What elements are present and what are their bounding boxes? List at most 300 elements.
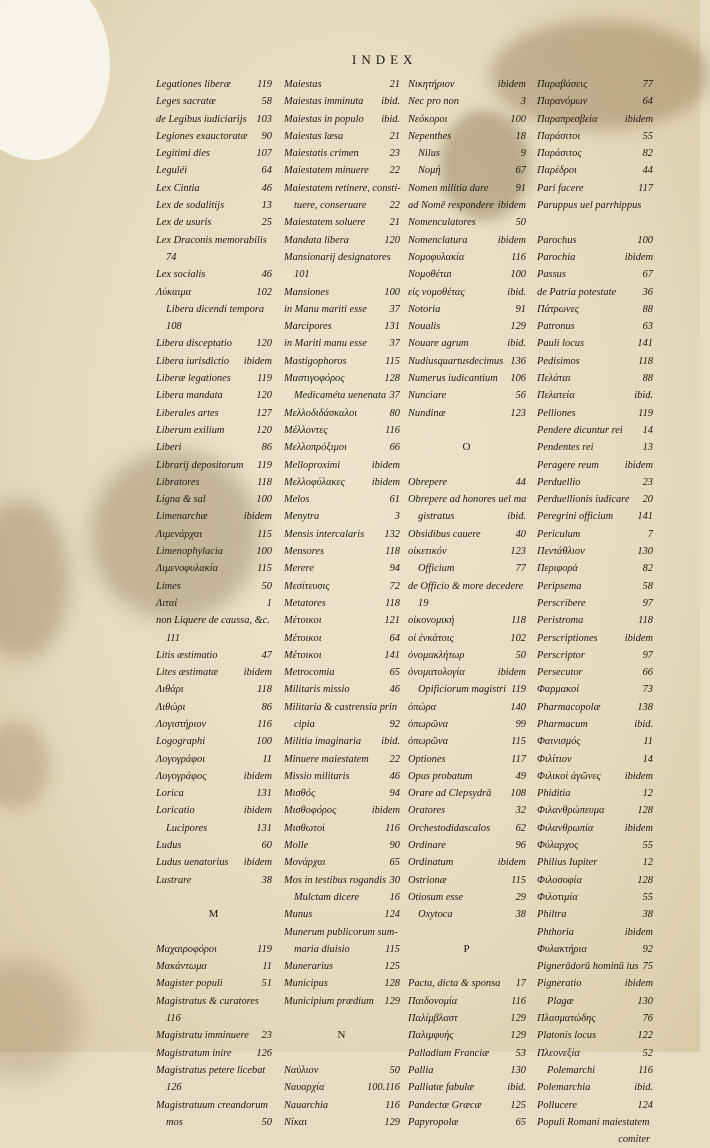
index-entry (537, 491, 653, 508)
entry-term: Parochus (537, 234, 577, 246)
index-entry (284, 1062, 400, 1079)
entry-term: Peregrini officium (537, 511, 614, 523)
index-entry (537, 266, 653, 283)
entry-page: ibidem (243, 770, 272, 782)
entry-term: gistratus (418, 511, 455, 523)
index-entry (537, 1131, 653, 1148)
paper-stain (0, 0, 110, 160)
entry-term: Μαστιγοφόρος (284, 373, 345, 385)
index-entry (408, 993, 526, 1010)
entry-page: ibid. (507, 338, 526, 350)
index-entry (284, 1114, 400, 1131)
entry-page: 97 (642, 649, 653, 661)
index-entry (284, 526, 400, 543)
index-entry (537, 1079, 653, 1096)
entry-term: Loricatio (156, 805, 195, 817)
index-entry (537, 820, 653, 837)
index-entry (537, 630, 653, 647)
index-entry (537, 578, 653, 595)
entry-term: Litis æstimatio (156, 649, 218, 661)
entry-page: 7 (647, 528, 653, 540)
index-entry (537, 595, 653, 612)
entry-term: Νομοφυλακία (408, 251, 465, 263)
entry-page: ibidem (243, 857, 272, 869)
entry-term: Φιλοτιμία (537, 891, 578, 903)
entry-term: Opificiorum magistri (418, 684, 507, 696)
index-entry (537, 526, 653, 543)
entry-term: Perscribere (537, 597, 586, 609)
entry-term: de Officio & more decedere (408, 580, 524, 592)
entry-term: Φαινισμός (537, 736, 581, 748)
entry-term: Μεσίτευσις (284, 580, 330, 592)
entry-term: Νομοθέται (408, 269, 452, 281)
entry-term: Παράσιτος (537, 148, 582, 160)
index-entry (408, 560, 526, 577)
entry-term: Λογιστήριον (156, 718, 207, 730)
entry-term: Πελάται (537, 373, 571, 385)
entry-term: οἰκετικόν (408, 546, 447, 558)
entry-term: Mulctam dicere (294, 891, 360, 903)
index-entry (537, 232, 653, 249)
entry-page: ibidem (624, 113, 653, 125)
entry-page: 73 (642, 684, 653, 696)
entry-page: 100 (510, 269, 526, 281)
entry-page: 129 (510, 321, 526, 333)
entry-term: ὀνομακλήτωρ (408, 649, 465, 661)
entry-page: ibid. (381, 96, 400, 108)
index-entry (408, 145, 526, 162)
index-entry (156, 1027, 272, 1044)
index-entry (284, 405, 400, 422)
entry-term: Μέτοικοι (284, 632, 322, 644)
index-entry (408, 733, 526, 750)
entry-term: Notoria (408, 303, 441, 315)
entry-term: Menytra (284, 511, 320, 523)
entry-term: Pharmacum (537, 718, 588, 730)
index-entry (408, 924, 526, 941)
entry-term: Obrepere ad honores uel ma (408, 494, 527, 506)
entry-term: Pigneratio (537, 978, 582, 990)
entry-page: 115 (257, 563, 272, 575)
index-entry (537, 716, 653, 733)
entry-term: Μέλλοντες (284, 424, 328, 436)
index-entry (537, 249, 653, 266)
entry-term: de Legibus iudiciarijs (156, 113, 247, 125)
entry-term: in Mariti manu esse (284, 338, 367, 350)
index-entry (537, 699, 653, 716)
entry-page: 86 (261, 442, 272, 454)
entry-page: 117 (511, 753, 526, 765)
entry-term: Platonis locus (537, 1030, 597, 1042)
entry-term: Μελλοδιδάσκαλοι (284, 407, 358, 419)
entry-term: cipia (294, 718, 315, 730)
index-entry (156, 370, 272, 387)
entry-term: Λιταί (156, 597, 178, 609)
entry-term: 74 (166, 251, 177, 263)
entry-page: 77 (515, 563, 526, 575)
entry-page: 46 (389, 684, 400, 696)
entry-term: Λιμενοφυλακία (156, 563, 219, 575)
entry-term: Μαχαιροφόροι (156, 943, 217, 955)
index-entry (284, 76, 400, 93)
index-entry (408, 214, 526, 231)
entry-term: Marcipores (284, 321, 332, 333)
entry-term: Παρανόμων (537, 96, 588, 108)
entry-term: Pendere dicuntur rei (537, 424, 623, 436)
index-entry (156, 1062, 272, 1079)
entry-term: Magister populi (156, 978, 223, 990)
index-entry (537, 405, 653, 422)
entry-page: ibidem (624, 459, 653, 471)
index-entry (537, 647, 653, 664)
entry-page: 120 (256, 338, 272, 350)
entry-page: 67 (515, 165, 526, 177)
index-entry (537, 318, 653, 335)
entry-page: 129 (384, 995, 400, 1007)
index-entry (537, 1010, 653, 1027)
entry-term: Pauli locus (537, 338, 585, 350)
entry-term: Lucipores (166, 822, 208, 834)
index-entry (156, 560, 272, 577)
entry-term: Perduellio (537, 476, 581, 488)
entry-page: 40 (515, 528, 526, 540)
index-entry (537, 543, 653, 560)
entry-term: Missio militaris (284, 770, 350, 782)
index-entry (284, 387, 400, 404)
index-entry (284, 284, 400, 301)
entry-page: 3 (394, 511, 400, 523)
entry-page: 129 (510, 1013, 526, 1025)
index-entry (537, 768, 653, 785)
index-entry (156, 405, 272, 422)
entry-page: 102 (256, 286, 272, 298)
entry-page: 9 (520, 148, 526, 160)
entry-page: 128 (637, 874, 653, 886)
entry-page: ibid. (381, 113, 400, 125)
entry-term: Πεντάθλιον (537, 546, 585, 558)
entry-page: 128 (384, 373, 400, 385)
entry-term: Ostrionæ (408, 874, 447, 886)
index-entry (284, 889, 400, 906)
entry-term: Orare ad Clepsydrā (408, 788, 492, 800)
entry-term: Μισθός (284, 788, 316, 800)
index-entry (537, 111, 653, 128)
index-entry (408, 491, 526, 508)
index-entry (156, 301, 272, 318)
entry-page: 29 (515, 891, 526, 903)
index-entry (284, 785, 400, 802)
index-column-4 (537, 76, 653, 1148)
index-entry (408, 664, 526, 681)
index-entry (156, 854, 272, 871)
index-entry (408, 422, 526, 439)
entry-page: 120 (256, 390, 272, 402)
entry-page: ibidem (243, 667, 272, 679)
entry-page: ibidem (497, 667, 526, 679)
index-entry (156, 1097, 272, 1114)
index-entry (537, 1062, 653, 1079)
entry-page: 37 (389, 303, 400, 315)
entry-page: 115 (511, 874, 526, 886)
index-entry (537, 924, 653, 941)
entry-page: 64 (389, 632, 400, 644)
index-entry (537, 422, 653, 439)
index-entry (537, 1027, 653, 1044)
index-entry (284, 751, 400, 768)
index-entry (408, 699, 526, 716)
index-entry (537, 335, 653, 352)
entry-term: Pharmacopolæ (537, 701, 601, 713)
entry-page: 47 (261, 649, 272, 661)
entry-page: 46 (389, 770, 400, 782)
entry-term: Noualis (408, 321, 441, 333)
index-entry (408, 284, 526, 301)
index-entry (408, 180, 526, 197)
entry-term: οἱ ἐνκάτοις (408, 632, 454, 644)
entry-term: Officium (418, 563, 455, 575)
entry-page: 97 (642, 597, 653, 609)
index-entry (156, 232, 272, 249)
entry-term: Liberales artes (156, 407, 219, 419)
entry-page: 22 (389, 753, 400, 765)
entry-page: 140 (510, 701, 526, 713)
index-entry (408, 508, 526, 525)
entry-term: Limenarchæ (156, 511, 208, 523)
entry-page: 94 (389, 788, 400, 800)
entry-term: Nauarchia (284, 1099, 329, 1111)
entry-term: comiter (618, 1134, 650, 1146)
entry-page: 91 (515, 303, 526, 315)
entry-term: Πελατεία (537, 390, 575, 402)
index-entry (284, 232, 400, 249)
entry-page: 91 (515, 182, 526, 194)
entry-page: 115 (511, 736, 526, 748)
entry-page: 118 (385, 597, 400, 609)
entry-page: 115 (257, 528, 272, 540)
paper-stain (0, 720, 50, 810)
entry-page: ibidem (497, 200, 526, 212)
entry-term: Φιλίτιον (537, 753, 572, 765)
entry-page: ibidem (243, 355, 272, 367)
paper-stain (0, 960, 80, 1080)
index-entry (156, 1010, 272, 1027)
index-entry (156, 975, 272, 992)
entry-page: 100 (510, 113, 526, 125)
entry-page: 21 (389, 79, 400, 90)
entry-page: 141 (384, 649, 400, 661)
index-entry (156, 872, 272, 889)
index-entry (408, 353, 526, 370)
index-entry (408, 872, 526, 889)
entry-page: 76 (642, 1013, 653, 1025)
index-entry (408, 768, 526, 785)
index-entry (537, 197, 653, 214)
entry-page: ibid. (634, 718, 653, 730)
entry-term: Nunciare (408, 390, 447, 402)
entry-page: 60 (261, 840, 272, 852)
entry-term: Magistratuum creandorum (156, 1099, 268, 1111)
entry-page: 96 (515, 840, 526, 852)
entry-term: non Liquere de caussa, &c. (156, 615, 270, 627)
entry-page: 124 (384, 909, 400, 921)
index-entry (284, 508, 400, 525)
index-entry (408, 958, 526, 975)
entry-page: 122 (637, 1030, 653, 1042)
entry-term: Peristroma (537, 615, 584, 627)
index-entry (408, 335, 526, 352)
index-entry (156, 612, 272, 629)
index-entry (537, 145, 653, 162)
entry-term: Νεόκοροι (408, 113, 448, 125)
index-entry (537, 802, 653, 819)
entry-term: Παιδονομία (408, 995, 458, 1007)
entry-page: 118 (385, 546, 400, 558)
entry-page: 100 (637, 234, 653, 246)
index-entry (284, 820, 400, 837)
index-entry (537, 353, 653, 370)
index-entry (284, 975, 400, 992)
index-entry (284, 491, 400, 508)
entry-term: Nouare agrum (408, 338, 469, 350)
entry-term: Ludus uenatorius (156, 857, 229, 869)
index-entry (537, 751, 653, 768)
index-entry (408, 1114, 526, 1131)
entry-term: ad Nomē respondere (408, 200, 494, 212)
entry-term: Ludus (156, 840, 182, 852)
entry-page: 118 (511, 615, 526, 627)
index-entry (284, 353, 400, 370)
entry-term: Maiestas læsa (284, 130, 344, 142)
index-entry (408, 751, 526, 768)
entry-term: Patronus (537, 321, 575, 333)
entry-term: Lex de usuris (156, 217, 212, 229)
entry-page: 100 (256, 546, 272, 558)
entry-page: 120 (384, 234, 400, 246)
entry-page: 58 (261, 96, 272, 108)
index-entry (408, 1062, 526, 1079)
index-entry (284, 197, 400, 214)
entry-term: Persecutor (537, 667, 583, 679)
entry-page: 100.116 (367, 1082, 400, 1094)
entry-page: 50 (389, 1064, 400, 1076)
index-entry (537, 785, 653, 802)
index-entry (156, 491, 272, 508)
entry-page: 63 (642, 321, 653, 333)
entry-term: Mensis intercalaris (284, 528, 365, 540)
entry-term: Μισθοφόρος (284, 805, 337, 817)
entry-term: Ordinare (408, 840, 446, 852)
entry-term: Palliatæ fabulæ (408, 1082, 475, 1094)
entry-term: Peripsema (537, 580, 582, 592)
index-entry (284, 768, 400, 785)
entry-page: 38 (642, 909, 653, 921)
entry-page: ibidem (624, 251, 653, 263)
entry-page: 128 (384, 978, 400, 990)
index-entry (408, 578, 526, 595)
index-entry (156, 474, 272, 491)
entry-page: 37 (389, 338, 400, 350)
entry-term: Ligna & sal (156, 494, 206, 506)
entry-page: 22 (389, 200, 400, 212)
entry-term: Limes (156, 580, 181, 592)
entry-term: Nundinæ (408, 407, 446, 419)
entry-term: Militaria & castrensia prin (284, 701, 398, 713)
index-entry (284, 335, 400, 352)
index-entry (408, 802, 526, 819)
entry-term: Mansionarij designatores (284, 251, 391, 263)
entry-page: 38 (261, 874, 272, 886)
entry-term: Pelliones (537, 407, 576, 419)
entry-term: Παρέδροι (537, 165, 577, 177)
index-entry (284, 128, 400, 145)
index-entry (156, 1114, 272, 1131)
index-entry (156, 422, 272, 439)
entry-page: 38 (515, 909, 526, 921)
entry-page: ibid. (507, 286, 526, 298)
entry-term: Minuere maiestatem (284, 753, 369, 765)
entry-page: 55 (642, 891, 653, 903)
entry-term: Libera dicendi tempora (166, 303, 265, 315)
index-entry (537, 664, 653, 681)
entry-term: Librarij depositorum (156, 459, 244, 471)
index-entry (156, 802, 272, 819)
entry-page: 25 (261, 217, 272, 229)
entry-term: Φιλικοὶ ἀγῶνες (537, 770, 601, 782)
index-entry (284, 681, 400, 698)
index-entry (284, 802, 400, 819)
entry-page: 132 (384, 528, 400, 540)
index-entry (408, 1097, 526, 1114)
entry-term: Logographi (156, 736, 206, 748)
entry-page: ibidem (497, 857, 526, 869)
index-entry (284, 266, 400, 283)
entry-term: Nudiusquartusdecimus (408, 355, 504, 367)
page-header: INDEX (352, 52, 418, 67)
entry-page: 3 (520, 96, 526, 108)
index-entry (156, 266, 272, 283)
index-entry (408, 197, 526, 214)
entry-term: Maiestatem soluere (284, 217, 366, 229)
entry-term: 108 (166, 321, 182, 333)
entry-page: 130 (637, 995, 653, 1007)
entry-page: 37 (389, 390, 400, 402)
entry-term: Παλίμβλαστ (408, 1013, 458, 1025)
entry-term: Magistratus petere licebat (156, 1064, 266, 1076)
entry-term: Perscriptor (537, 649, 585, 661)
index-entry (537, 76, 653, 93)
entry-term: Πλασματώδης (537, 1013, 596, 1025)
index-entry (537, 975, 653, 992)
entry-page: 116 (511, 251, 526, 263)
entry-page: 116 (511, 995, 526, 1007)
index-entry (408, 405, 526, 422)
index-entry (156, 508, 272, 525)
index-entry (156, 1079, 272, 1096)
entry-term: Φιλοσοφία (537, 874, 582, 886)
index-entry (537, 214, 653, 231)
entry-page: 49 (515, 770, 526, 782)
entry-page: 117 (638, 182, 653, 194)
entry-term: Libera mandata (156, 390, 223, 402)
entry-page: ibidem (624, 770, 653, 782)
index-entry (284, 630, 400, 647)
entry-page: 100 (384, 286, 400, 298)
entry-term: Mansiones (284, 286, 330, 298)
entry-page: 66 (389, 442, 400, 454)
entry-term: Nomenculatores (408, 217, 476, 229)
entry-term: Πάτρωνες (537, 303, 579, 315)
index-entry (408, 474, 526, 491)
